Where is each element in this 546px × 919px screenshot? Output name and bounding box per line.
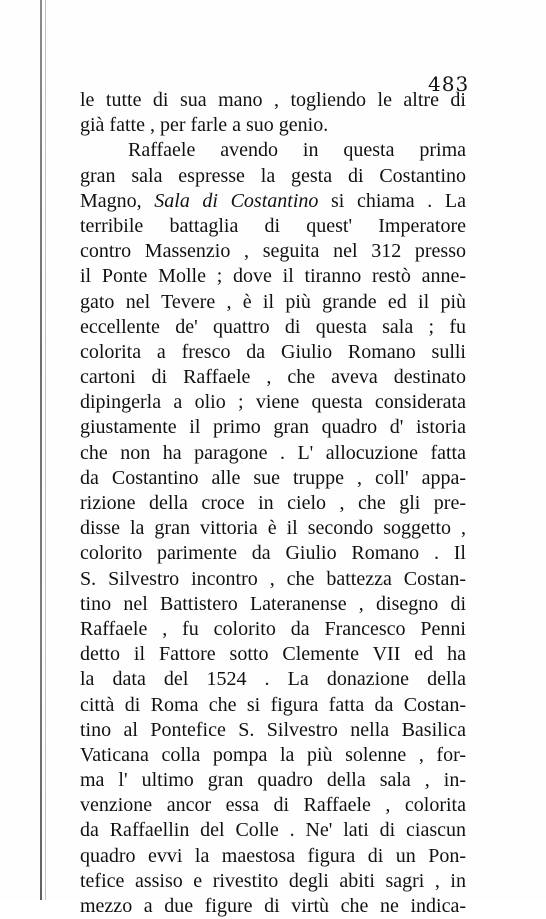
text-line: da Costantino alle sue truppe , coll' appa-: [80, 466, 466, 489]
text-line: colorito parimente da Giulio Romano . Il: [80, 542, 466, 565]
text-line-segment: Magno, Sala di Costantino si chiama . La: [80, 189, 466, 212]
text-line: Raffaele avendo in questa prima: [128, 139, 466, 162]
text-line: gran sala espresse la gesta di Costantino: [80, 164, 466, 187]
text-line: Vaticana colla pompa la più solenne , for-: [80, 743, 466, 766]
text-line: [80, 189, 466, 214]
text-line: città di Roma che si figura fatta da Costan-: [80, 693, 466, 716]
text-line: detto il Fattore sotto Clemente VII ed ha: [80, 643, 466, 666]
binding-edge-line: [40, 0, 42, 900]
page-number: 483: [428, 72, 470, 96]
text-line: ma l' ultimo gran quadro della sala , in-: [80, 769, 466, 792]
text-line: tino al Pontefice S. Silvestro nella Basilica: [80, 718, 466, 741]
text-line: Raffaele , fu colorito da Francesco Penni: [80, 617, 466, 640]
text-line: eccellente de' quattro di questa sala ; fu: [80, 315, 466, 338]
text-line: terribile battaglia di quest' Imperatore: [80, 214, 466, 237]
text-line: la data del 1524 . La donazione della: [80, 668, 466, 691]
text-line: tefice assiso e rivestito degli abiti sagri , in: [80, 869, 466, 892]
text-line: S. Silvestro incontro , che battezza Costan-: [80, 567, 466, 590]
body-text: [80, 88, 466, 919]
text-line: da Raffaellin del Colle . Ne' lati di ciascun: [80, 819, 466, 842]
text-line: dipingerla a olio ; viene questa considerata: [80, 391, 466, 414]
text-line: gato nel Tevere , è il più grande ed il più: [80, 290, 466, 313]
text-line: il Ponte Molle ; dove il tiranno restò anne-: [80, 265, 466, 288]
text-line: disse la gran vittoria è il secondo soggetto ,: [80, 517, 466, 540]
text-line: mezzo a due figure di virtù che ne indica-: [80, 895, 466, 917]
text-line: contro Massenzio , seguita nel 312 presso: [80, 240, 466, 263]
text-line: già fatte , per farle a suo genio.: [80, 114, 329, 137]
text-line: colorita a fresco da Giulio Romano sulli: [80, 340, 466, 363]
text-line: che non ha paragone . L' allocuzione fatta: [80, 441, 466, 464]
text-line: le tutte di sua mano , togliendo le altre di: [80, 89, 466, 111]
text-line: giustamente il primo gran quadro d' istoria: [80, 416, 466, 439]
text-line: cartoni di Raffaele , che aveva destinato: [80, 366, 466, 389]
text-line: quadro evvi la maestosa figura di un Pon-: [80, 844, 466, 867]
binding-edge-line-inner: [45, 0, 46, 900]
text-line: tino nel Battistero Lateranense , disegno di: [80, 592, 466, 615]
text-line: rizione della croce in cielo , che gli pre-: [80, 492, 466, 514]
text-line: venzione ancor essa di Raffaele , colorita: [80, 794, 466, 817]
